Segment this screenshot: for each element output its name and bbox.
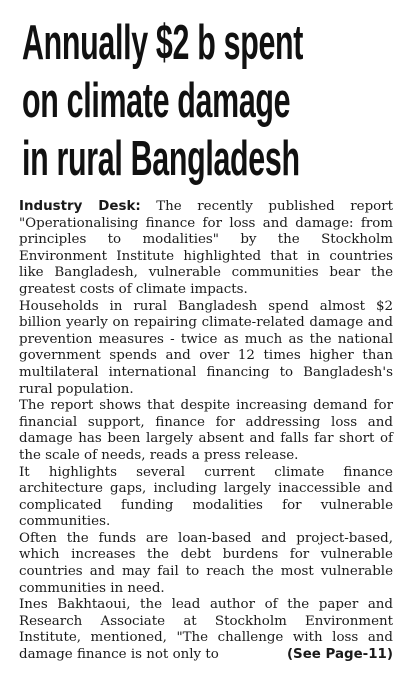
byline-label: Industry Desk: [19, 199, 141, 214]
paragraph-1 [19, 199, 393, 299]
headline-line-1: Annually $2 b spent [22, 16, 304, 70]
paragraph-2: Households in rural Bangladesh spend almost $2 billion yearly on repairing climate-related damage and prevention measures - twice as much as the national government spends and over 12 times higher than multilateral international financing to Bangladesh's rural population. [19, 298, 393, 397]
paragraph-6 [19, 597, 393, 663]
paragraph-5: Often the funds are loan-based and project-based, which increases the debt burdens for vulnerable countries and may fail to reach the most vulnerable communities in need. [19, 530, 393, 596]
paragraph-1-text: The recently published report "Operationalising finance for loss and damage: from principles to modalities" by the Stockholm Environment Institute highlighted that in countries like Bangladesh, vulnerable communities bear the greatest costs of climate impacts. [19, 199, 393, 297]
headline [22, 14, 402, 204]
paragraph-3: The report shows that despite increasing demand for financial support, finance for addressing loss and damage has been largely absent and falls far short of the scale of needs, reads a press release. [19, 398, 393, 463]
paragraph-4: It highlights several current climate finance architecture gaps, including largely inaccessible and complicated funding modalities for vulnerable communities. [19, 464, 393, 530]
headline-line-2: on climate damage [22, 74, 291, 128]
article-body [19, 199, 393, 664]
headline-line-3: in rural Bangladesh [22, 132, 300, 186]
continuation-reference: (See Page-11) [286, 647, 393, 663]
paragraph-6-text: Ines Bakhtaoui, the lead author of the paper and Research Associate at Stockholm Environment Institute, mentioned, "The challenge with loss and damage finance is not only to [19, 597, 393, 663]
